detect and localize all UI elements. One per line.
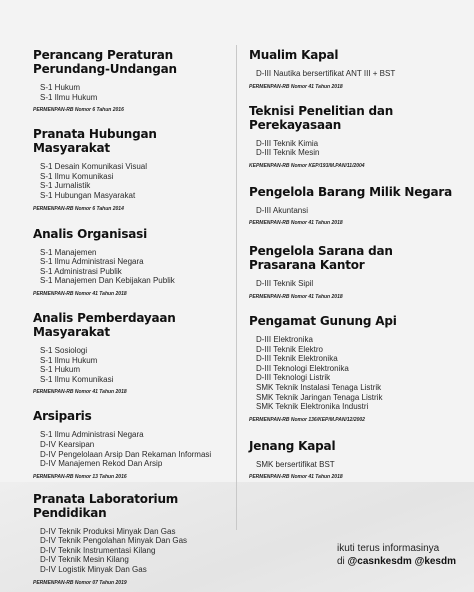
education-item: S-1 Sosiologi xyxy=(40,345,88,355)
regulation-reference: PERMENPAN-RB Nomor 41 Tahun 2018 xyxy=(33,290,127,297)
education-item: S-1 Ilmu Komunikasi xyxy=(40,171,114,181)
education-item: S-1 Manajemen Dan Kebijakan Publik xyxy=(40,276,175,286)
education-item: D-III Akuntansi xyxy=(256,205,309,215)
column-divider xyxy=(236,45,237,530)
position-title: Analis Pemberdayaan Masyarakat xyxy=(33,310,176,339)
position-section xyxy=(33,492,231,586)
education-item: D-III Teknik Sipil xyxy=(256,279,314,289)
regulation-reference: PERMENPAN-RB Nomor 136/KEP/M.PAN/12/2002 xyxy=(249,416,365,423)
education-item: D-III Nautika bersertifikat ANT III + BST xyxy=(256,69,396,78)
regulation-reference: PERMENPAN-RB Nomor 13 Tahun 2016 xyxy=(33,473,127,480)
position-title: Pengelola Sarana dan Prasarana Kantor xyxy=(249,244,393,273)
education-item: S-1 Administrasi Publik xyxy=(40,266,122,276)
education-item: D-IV Teknik Pengolahan Minyak Dan Gas xyxy=(40,536,188,546)
education-item: S-1 Ilmu Komunikasi xyxy=(40,374,114,384)
education-list xyxy=(249,69,459,79)
education-item: D-IV Teknik Instrumentasi Kilang xyxy=(40,545,156,555)
education-item: SMK Teknik Elektronika Industri xyxy=(256,402,369,412)
education-item: D-IV Manajemen Rekod Dan Arsip xyxy=(40,459,163,469)
education-item: S-1 Hubungan Masyarakat xyxy=(40,190,136,200)
position-title: Teknisi Penelitian dan Perekayasaan xyxy=(249,103,394,132)
position-section xyxy=(249,439,459,481)
position-section xyxy=(249,314,459,423)
education-item: S-1 Hukum xyxy=(40,365,81,375)
education-item: D-III Teknik Elektro xyxy=(256,344,323,354)
education-list xyxy=(33,83,231,102)
position-title: Pranata Hubungan Masyarakat xyxy=(33,127,157,156)
footer xyxy=(337,542,456,568)
footer-prefix: di xyxy=(336,556,348,567)
position-section xyxy=(33,311,231,395)
footer-handles xyxy=(337,555,456,568)
position-title: Perancang Peraturan Perundang-Undangan xyxy=(33,48,177,76)
position-section xyxy=(249,48,459,90)
education-item: D-IV Logistik Minyak Dan Gas xyxy=(40,565,147,575)
regulation-reference: PERMENPAN-RB Nomor 41 Tahun 2018 xyxy=(249,474,343,481)
regulation-reference: PERMENPAN-RB Nomor 41 Tahun 2018 xyxy=(249,83,343,90)
position-section xyxy=(33,48,231,113)
education-item: D-III Teknik Mesin xyxy=(256,148,320,158)
position-title: Analis Organisasi xyxy=(33,226,148,241)
education-item: S-1 Ilmu Administrasi Negara xyxy=(40,257,144,267)
position-title: Arsiparis xyxy=(33,409,92,424)
position-title: Mualim Kapal xyxy=(249,48,339,62)
education-item: S-1 Manajemen xyxy=(40,247,97,257)
position-section xyxy=(33,409,231,479)
regulation-reference: PERMENPAN-RB Nomor 41 Tahun 2018 xyxy=(249,293,343,300)
education-item: SMK bersertifikat BST xyxy=(256,459,335,469)
education-item: D-III Teknik Elektronika xyxy=(256,354,338,364)
position-section xyxy=(33,227,231,297)
regulation-reference: KEPMENPAN-RB Nomor KEP/193/M.PAN/11/2004 xyxy=(249,162,365,169)
education-list xyxy=(33,527,231,575)
education-list xyxy=(33,430,231,468)
education-item: S-1 Jurnalistik xyxy=(40,181,91,191)
education-item: S-1 Hukum xyxy=(40,83,81,92)
education-item: D-III Teknologi Listrik xyxy=(256,373,331,383)
education-item: D-IV Teknik Mesin Kilang xyxy=(40,555,129,565)
education-list xyxy=(33,346,231,384)
position-section xyxy=(33,127,231,211)
education-item: S-1 Ilmu Hukum xyxy=(40,355,98,365)
right-column xyxy=(249,48,459,480)
position-section xyxy=(249,104,459,169)
education-item: D-III Teknologi Elektronika xyxy=(256,363,349,373)
education-list xyxy=(249,335,459,412)
education-list xyxy=(33,248,231,286)
education-item: SMK Teknik Instalasi Tenaga Listrik xyxy=(256,382,382,392)
education-list xyxy=(249,206,459,216)
education-item: D-IV Teknik Produksi Minyak Dan Gas xyxy=(40,526,176,536)
regulation-reference: PERMENPAN-RB Nomor 41 Tahun 2018 xyxy=(249,220,343,227)
position-title: Pengelola Barang Milik Negara xyxy=(249,184,453,199)
education-list xyxy=(33,162,231,200)
regulation-reference: PERMENPAN-RB Nomor 07 Tahun 2019 xyxy=(33,579,127,586)
position-title: Pranata Laboratorium Pendidikan xyxy=(33,491,179,520)
regulation-reference: PERMENPAN-RB Nomor 6 Tahun 2016 xyxy=(33,107,124,114)
handle-kesdm[interactable]: @kesdm xyxy=(414,556,456,567)
education-item: S-1 Desain Komunikasi Visual xyxy=(40,162,148,172)
position-section xyxy=(249,244,459,300)
left-column xyxy=(33,48,231,586)
education-item: D-IV Pengelolaan Arsip Dan Rekaman Informasi xyxy=(40,449,212,459)
position-title: Jenang Kapal xyxy=(249,438,336,453)
regulation-reference: PERMENPAN-RB Nomor 41 Tahun 2018 xyxy=(33,389,127,396)
education-item: S-1 Ilmu Administrasi Negara xyxy=(40,430,144,440)
position-section xyxy=(249,185,459,227)
regulation-reference: PERMENPAN-RB Nomor 6 Tahun 2014 xyxy=(33,205,124,212)
education-list xyxy=(249,139,459,158)
education-list xyxy=(249,279,459,289)
education-item: D-III Elektronika xyxy=(256,334,313,344)
education-item: D-IV Kearsipan xyxy=(40,439,95,449)
education-list xyxy=(249,460,459,470)
footer-text: ikuti terus informasinya xyxy=(336,543,440,554)
handle-casnkesdm[interactable]: @casnkesdm xyxy=(347,556,412,567)
education-item: S-1 Ilmu Hukum xyxy=(40,92,98,102)
education-item: SMK Teknik Jaringan Tenaga Listrik xyxy=(256,392,383,402)
position-title: Pengamat Gunung Api xyxy=(249,313,397,328)
education-item: D-III Teknik Kimia xyxy=(256,138,319,148)
